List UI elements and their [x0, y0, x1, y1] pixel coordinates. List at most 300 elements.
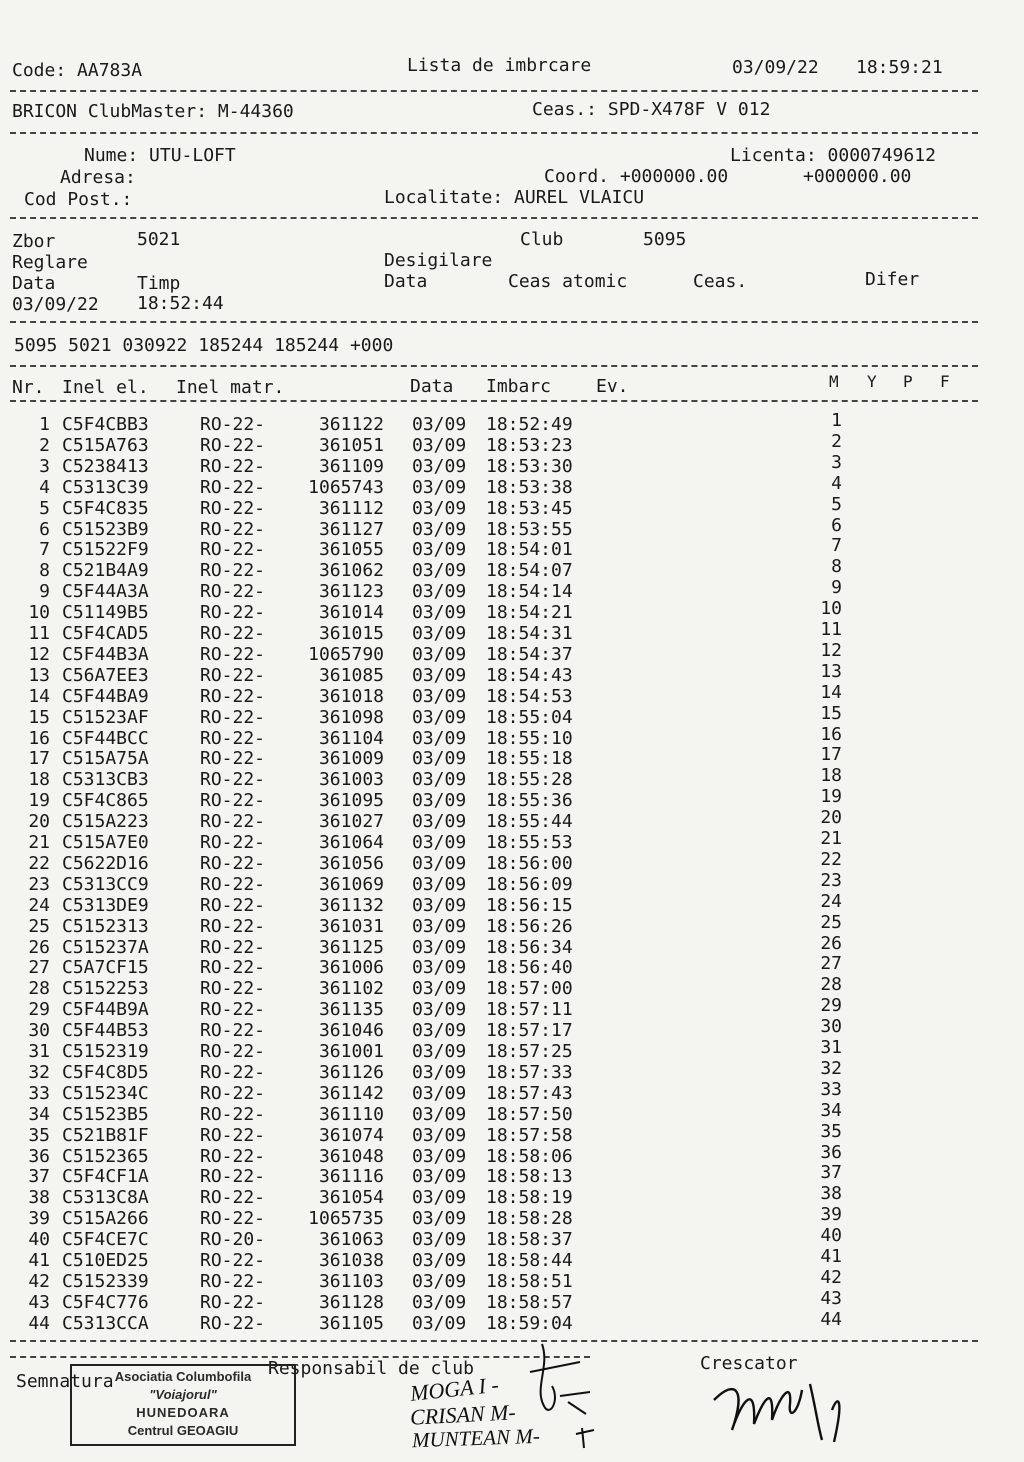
- ring-number: 361069: [318, 873, 384, 895]
- m-count: 40: [820, 1225, 842, 1247]
- row-number: 16: [28, 727, 50, 749]
- row-number: 29: [28, 999, 50, 1021]
- electronic-ring: C5F4CBB3: [62, 414, 149, 435]
- reglare-date: 03/09/22: [12, 294, 99, 315]
- arrival-date: 03/09: [412, 434, 467, 456]
- ring-prefix: RO-22-: [200, 1103, 266, 1125]
- ring-prefix: RO-22-: [200, 727, 266, 749]
- electronic-ring: C521B81F: [62, 1124, 149, 1146]
- table-row: [0, 1225, 1024, 1251]
- arrival-date: 03/09: [412, 1250, 467, 1271]
- responsabil-label: Responsabil de club: [268, 1358, 474, 1379]
- arrival-date: 03/09: [412, 518, 467, 540]
- electronic-ring: C515A7E0: [62, 832, 149, 853]
- m-count: 17: [820, 744, 842, 766]
- arrival-date: 03/09: [412, 727, 467, 749]
- ring-number: 361038: [318, 1250, 384, 1271]
- table-row: [0, 1120, 1024, 1146]
- ring-number: 361074: [318, 1124, 384, 1146]
- arrival-time: 18:53:55: [486, 518, 573, 540]
- arrival-date: 03/09: [412, 581, 467, 603]
- m-count: 27: [820, 953, 842, 975]
- ring-number: 361116: [318, 1166, 384, 1188]
- m-count: 6: [831, 514, 842, 536]
- table-row: [0, 1057, 1024, 1083]
- m-count: 32: [820, 1057, 842, 1079]
- clock-label: Ceas.: SPD-X478F V 012: [532, 99, 771, 120]
- table-row: [0, 472, 1024, 498]
- ring-number: 361064: [318, 832, 384, 853]
- table-row: [0, 1287, 1024, 1313]
- electronic-ring: C5F4CAD5: [62, 623, 149, 644]
- m-count: 38: [820, 1183, 842, 1205]
- arrival-time: 18:55:44: [486, 811, 573, 833]
- col-y: Y: [867, 372, 877, 391]
- table-row: [0, 1246, 1024, 1271]
- ring-number: 361003: [318, 769, 384, 791]
- table-row: [0, 1037, 1024, 1062]
- arrival-time: 18:52:49: [486, 414, 573, 435]
- arrival-time: 18:58:44: [486, 1250, 573, 1271]
- ring-number: 361046: [318, 1020, 384, 1042]
- arrival-date: 03/09: [412, 685, 467, 707]
- ring-number: 361027: [318, 811, 384, 833]
- owner-name: Nume: UTU-LOFT: [84, 145, 236, 166]
- electronic-ring: C5622D16: [62, 852, 149, 874]
- arrival-time: 18:55:53: [486, 832, 573, 853]
- electronic-ring: C510ED25: [62, 1250, 149, 1271]
- arrival-time: 18:55:10: [486, 727, 573, 749]
- arrival-date: 03/09: [412, 414, 467, 435]
- ring-prefix: RO-22-: [200, 685, 266, 707]
- m-count: 26: [820, 932, 842, 954]
- table-row: [0, 911, 1024, 937]
- row-number: 2: [39, 434, 50, 456]
- desigilare-label: Desigilare: [384, 250, 493, 271]
- arrival-time: 18:58:19: [486, 1187, 573, 1209]
- m-count: 24: [820, 890, 842, 912]
- table-row: [0, 535, 1024, 561]
- electronic-ring: C5313DE9: [62, 894, 149, 916]
- ring-number: 361009: [318, 748, 384, 770]
- arrival-date: 03/09: [412, 852, 467, 874]
- table-row: [0, 786, 1024, 812]
- row-number: 30: [28, 1020, 50, 1042]
- electronic-ring: C5313C8A: [62, 1187, 149, 1209]
- arrival-date: 03/09: [412, 748, 467, 770]
- arrival-time: 18:57:58: [486, 1124, 573, 1146]
- ring-prefix: RO-22-: [200, 455, 266, 477]
- ring-prefix: RO-22-: [200, 936, 266, 958]
- ring-number: 361128: [318, 1291, 384, 1313]
- col-p: P: [903, 372, 913, 391]
- electronic-ring: C5152253: [62, 978, 149, 1000]
- m-count: 44: [820, 1308, 842, 1330]
- row-number: 10: [28, 602, 50, 624]
- signature-scribbles: [520, 1336, 610, 1460]
- table-row: [0, 1204, 1024, 1230]
- electronic-ring: C5F44B3A: [62, 643, 149, 665]
- ring-number: 361135: [318, 999, 384, 1021]
- table-row: [0, 723, 1024, 749]
- col-data: Data: [410, 376, 454, 397]
- electronic-ring: C5F44B9A: [62, 999, 149, 1021]
- electronic-ring: C515237A: [62, 936, 149, 958]
- owner-coord2: +000000.00: [803, 166, 912, 187]
- owner-address: Adresa:: [60, 167, 136, 188]
- arrival-date: 03/09: [412, 664, 467, 686]
- m-count: 15: [820, 702, 842, 724]
- owner-coord: Coord. +000000.00: [544, 166, 729, 187]
- col-inel-matr: Inel matr.: [176, 377, 285, 398]
- table-row: [0, 953, 1024, 979]
- ring-prefix: RO-20-: [200, 1229, 266, 1251]
- m-count: 5: [831, 493, 842, 515]
- ring-number: 1065743: [308, 476, 384, 498]
- arrival-date: 03/09: [412, 999, 467, 1021]
- arrival-time: 18:54:21: [486, 602, 573, 624]
- arrival-date: 03/09: [412, 957, 467, 979]
- m-count: 37: [820, 1162, 842, 1184]
- table-row: [0, 660, 1024, 686]
- arrival-time: 18:57:11: [486, 999, 573, 1021]
- arrival-time: 18:54:01: [486, 539, 573, 561]
- arrival-time: 18:56:00: [486, 852, 573, 874]
- arrival-date: 03/09: [412, 455, 467, 477]
- electronic-ring: C51149B5: [62, 602, 149, 624]
- handwritten-name-3: MUNTEAN M-: [411, 1423, 541, 1453]
- ring-prefix: RO-22-: [200, 811, 266, 833]
- arrival-time: 18:53:38: [486, 476, 573, 498]
- row-number: 4: [39, 476, 50, 498]
- arrival-date: 03/09: [412, 1312, 467, 1334]
- arrival-date: 03/09: [412, 915, 467, 937]
- ring-prefix: RO-22-: [200, 643, 266, 665]
- ring-number: 361018: [318, 685, 384, 707]
- row-number: 11: [28, 623, 50, 644]
- arrival-time: 18:57:25: [486, 1041, 573, 1062]
- arrival-time: 18:54:53: [486, 685, 573, 707]
- ring-number: 361051: [318, 434, 384, 456]
- m-count: 7: [831, 535, 842, 557]
- ring-number: 361085: [318, 664, 384, 686]
- table-row: [0, 410, 1024, 435]
- club-stamp: [70, 1364, 296, 1446]
- electronic-ring: C5152365: [62, 1145, 149, 1167]
- arrival-date: 03/09: [412, 706, 467, 728]
- m-count: 3: [831, 451, 842, 473]
- electronic-ring: C5152319: [62, 1041, 149, 1062]
- arrival-time: 18:55:36: [486, 790, 573, 812]
- arrival-time: 18:57:17: [486, 1020, 573, 1042]
- ring-prefix: RO-22-: [200, 1187, 266, 1209]
- arrival-date: 03/09: [412, 539, 467, 561]
- arrival-time: 18:58:06: [486, 1145, 573, 1167]
- arrival-time: 18:54:37: [486, 643, 573, 665]
- arrival-time: 18:59:04: [486, 1312, 573, 1334]
- ring-prefix: RO-22-: [200, 497, 266, 519]
- table-row: [0, 807, 1024, 833]
- ring-prefix: RO-22-: [200, 1020, 266, 1042]
- ring-number: 361104: [318, 727, 384, 749]
- m-count: 4: [831, 472, 842, 494]
- ring-number: 361102: [318, 978, 384, 1000]
- electronic-ring: C515A763: [62, 434, 149, 456]
- m-count: 41: [820, 1246, 842, 1267]
- arrival-date: 03/09: [412, 1103, 467, 1125]
- electronic-ring: C56A7EE3: [62, 664, 149, 686]
- arrival-time: 18:57:43: [486, 1082, 573, 1104]
- ring-number: 361123: [318, 581, 384, 603]
- ring-prefix: RO-22-: [200, 1124, 266, 1146]
- table-row: [0, 890, 1024, 916]
- electronic-ring: C5F4CF1A: [62, 1166, 149, 1188]
- owner-licence: Licenta: 0000749612: [730, 145, 936, 166]
- club-label: Club: [520, 229, 564, 250]
- row-number: 44: [28, 1312, 50, 1334]
- m-count: 2: [831, 430, 842, 452]
- ring-prefix: RO-22-: [200, 748, 266, 770]
- table-row: [0, 932, 1024, 958]
- electronic-ring: C5F4C776: [62, 1291, 149, 1313]
- arrival-date: 03/09: [412, 1124, 467, 1146]
- arrival-time: 18:53:45: [486, 497, 573, 519]
- table-row: [0, 1099, 1024, 1125]
- table-row: [0, 702, 1024, 728]
- electronic-ring: C5F44A3A: [62, 581, 149, 603]
- electronic-ring: C51523B9: [62, 518, 149, 540]
- arrival-date: 03/09: [412, 497, 467, 519]
- row-number: 22: [28, 852, 50, 874]
- handwritten-name-1: MOGA I -: [408, 1371, 506, 1406]
- table-row: [0, 848, 1024, 874]
- m-count: 36: [820, 1141, 842, 1163]
- row-number: 35: [28, 1124, 50, 1146]
- arrival-date: 03/09: [412, 978, 467, 1000]
- row-number: 17: [28, 748, 50, 770]
- row-number: 28: [28, 978, 50, 1000]
- ring-number: 1065790: [308, 643, 384, 665]
- ring-prefix: RO-22-: [200, 832, 266, 853]
- m-count: 12: [820, 639, 842, 661]
- ring-prefix: RO-22-: [200, 1082, 266, 1104]
- data2-label: Data: [384, 271, 428, 292]
- table-row: [0, 430, 1024, 456]
- row-number: 9: [39, 581, 50, 603]
- ring-prefix: RO-22-: [200, 915, 266, 937]
- electronic-ring: C5A7CF15: [62, 957, 149, 979]
- table-row: [0, 1078, 1024, 1104]
- semnatura-label: Semnatura: [16, 1371, 114, 1392]
- row-number: 39: [28, 1208, 50, 1230]
- zbor-value: 5021: [137, 229, 181, 250]
- col-m: M: [829, 372, 839, 391]
- m-count: 19: [820, 786, 842, 808]
- table-row: [0, 556, 1024, 582]
- ring-prefix: RO-22-: [200, 852, 266, 874]
- ring-prefix: RO-22-: [200, 957, 266, 979]
- arrival-time: 18:56:40: [486, 957, 573, 979]
- crescator-label: Crescator: [700, 1353, 798, 1374]
- table-row: [0, 765, 1024, 791]
- ring-number: 361142: [318, 1082, 384, 1104]
- row-number: 21: [28, 832, 50, 853]
- arrival-time: 18:58:28: [486, 1208, 573, 1230]
- divider: [10, 1340, 978, 1342]
- ring-number: 361015: [318, 623, 384, 644]
- row-number: 7: [39, 539, 50, 561]
- arrival-time: 18:57:50: [486, 1103, 573, 1125]
- table-row: [0, 619, 1024, 644]
- row-number: 3: [39, 455, 50, 477]
- electronic-ring: C521B4A9: [62, 560, 149, 582]
- table-row: [0, 974, 1024, 1000]
- col-f: F: [940, 372, 950, 391]
- arrival-time: 18:56:26: [486, 915, 573, 937]
- arrival-date: 03/09: [412, 790, 467, 812]
- table-row: [0, 639, 1024, 665]
- row-number: 42: [28, 1270, 50, 1292]
- arrival-date: 03/09: [412, 894, 467, 916]
- table-row: [0, 1141, 1024, 1167]
- ring-prefix: RO-22-: [200, 1270, 266, 1292]
- row-number: 40: [28, 1229, 50, 1251]
- arrival-time: 18:58:51: [486, 1270, 573, 1292]
- electronic-ring: C5313C39: [62, 476, 149, 498]
- ring-prefix: RO-22-: [200, 873, 266, 895]
- zbor-label: Zbor: [12, 231, 56, 252]
- ring-prefix: RO-22-: [200, 1250, 266, 1271]
- arrival-time: 18:54:43: [486, 664, 573, 686]
- stamp-line: HUNEDOARA: [136, 1405, 230, 1420]
- m-count: 22: [820, 848, 842, 870]
- row-number: 43: [28, 1291, 50, 1313]
- electronic-ring: C5152313: [62, 915, 149, 937]
- handwritten-name-2: CRISAN M-: [409, 1399, 517, 1430]
- arrival-date: 03/09: [412, 1166, 467, 1188]
- m-count: 10: [820, 598, 842, 620]
- arrival-date: 03/09: [412, 1187, 467, 1209]
- ring-number: 361062: [318, 560, 384, 582]
- row-number: 6: [39, 518, 50, 540]
- ring-number: 361006: [318, 957, 384, 979]
- ring-prefix: RO-22-: [200, 769, 266, 791]
- arrival-date: 03/09: [412, 769, 467, 791]
- arrival-date: 03/09: [412, 1061, 467, 1083]
- m-count: 20: [820, 807, 842, 829]
- m-count: 11: [820, 619, 842, 640]
- arrival-date: 03/09: [412, 623, 467, 644]
- row-number: 24: [28, 894, 50, 916]
- m-count: 30: [820, 1016, 842, 1038]
- ring-prefix: RO-22-: [200, 664, 266, 686]
- row-number: 20: [28, 811, 50, 833]
- arrival-date: 03/09: [412, 811, 467, 833]
- table-row: [0, 598, 1024, 624]
- timp-label: Timp: [137, 273, 181, 294]
- m-count: 35: [820, 1120, 842, 1142]
- club-value: 5095: [643, 229, 687, 250]
- table-row: [0, 1183, 1024, 1209]
- stamp-line: "Voiajorul": [149, 1387, 217, 1402]
- electronic-ring: C5F4CE7C: [62, 1229, 149, 1251]
- arrival-time: 18:55:18: [486, 748, 573, 770]
- col-imbarc: Imbarc: [486, 376, 552, 397]
- ring-number: 361056: [318, 852, 384, 874]
- row-number: 34: [28, 1103, 50, 1125]
- row-number: 26: [28, 936, 50, 958]
- table-row: [0, 1266, 1024, 1292]
- ring-prefix: RO-22-: [200, 1145, 266, 1167]
- arrival-time: 18:53:30: [486, 455, 573, 477]
- row-number: 5: [39, 497, 50, 519]
- row-number: 31: [28, 1041, 50, 1062]
- ring-prefix: RO-22-: [200, 623, 266, 644]
- electronic-ring: C5F4C865: [62, 790, 149, 812]
- electronic-ring: C51523B5: [62, 1103, 149, 1125]
- print-time: 18:59:21: [856, 57, 943, 78]
- row-number: 41: [28, 1250, 50, 1271]
- arrival-date: 03/09: [412, 1270, 467, 1292]
- electronic-ring: C515A75A: [62, 748, 149, 770]
- divider: [10, 321, 978, 323]
- ring-number: 361126: [318, 1061, 384, 1083]
- ring-number: 361105: [318, 1312, 384, 1334]
- ring-prefix: RO-22-: [200, 581, 266, 603]
- ring-prefix: RO-22-: [200, 978, 266, 1000]
- owner-postcode: Cod Post.:: [24, 189, 133, 210]
- electronic-ring: C5313CCA: [62, 1312, 149, 1334]
- arrival-date: 03/09: [412, 936, 467, 958]
- row-number: 36: [28, 1145, 50, 1167]
- m-count: 25: [820, 911, 842, 933]
- ring-number: 361095: [318, 790, 384, 812]
- arrival-time: 18:55:28: [486, 769, 573, 791]
- m-count: 39: [820, 1204, 842, 1226]
- m-count: 29: [820, 995, 842, 1017]
- divider: [10, 400, 978, 402]
- ring-number: 361122: [318, 414, 384, 435]
- electronic-ring: C5F44BA9: [62, 685, 149, 707]
- arrival-time: 18:57:33: [486, 1061, 573, 1083]
- arrival-time: 18:58:37: [486, 1229, 573, 1251]
- print-date: 03/09/22: [732, 57, 819, 78]
- divider: [10, 217, 978, 219]
- arrival-time: 18:54:14: [486, 581, 573, 603]
- table-row: [0, 869, 1024, 895]
- divider: [10, 90, 978, 92]
- ring-number: 361054: [318, 1187, 384, 1209]
- m-count: 1: [831, 410, 842, 431]
- arrival-date: 03/09: [412, 476, 467, 498]
- arrival-date: 03/09: [412, 1041, 467, 1062]
- row-number: 32: [28, 1061, 50, 1083]
- table-row: [0, 1308, 1024, 1334]
- col-nr: Nr.: [12, 377, 45, 398]
- electronic-ring: C51523AF: [62, 706, 149, 728]
- ring-number: 361031: [318, 915, 384, 937]
- row-number: 38: [28, 1187, 50, 1209]
- row-number: 19: [28, 790, 50, 812]
- electronic-ring: C5313CB3: [62, 769, 149, 791]
- owner-locality: Localitate: AUREL VLAICU: [384, 187, 645, 208]
- row-number: 13: [28, 664, 50, 686]
- arrival-date: 03/09: [412, 1229, 467, 1251]
- ring-number: 361014: [318, 602, 384, 624]
- table-row: [0, 681, 1024, 707]
- electronic-ring: C5F44B53: [62, 1020, 149, 1042]
- row-number: 27: [28, 957, 50, 979]
